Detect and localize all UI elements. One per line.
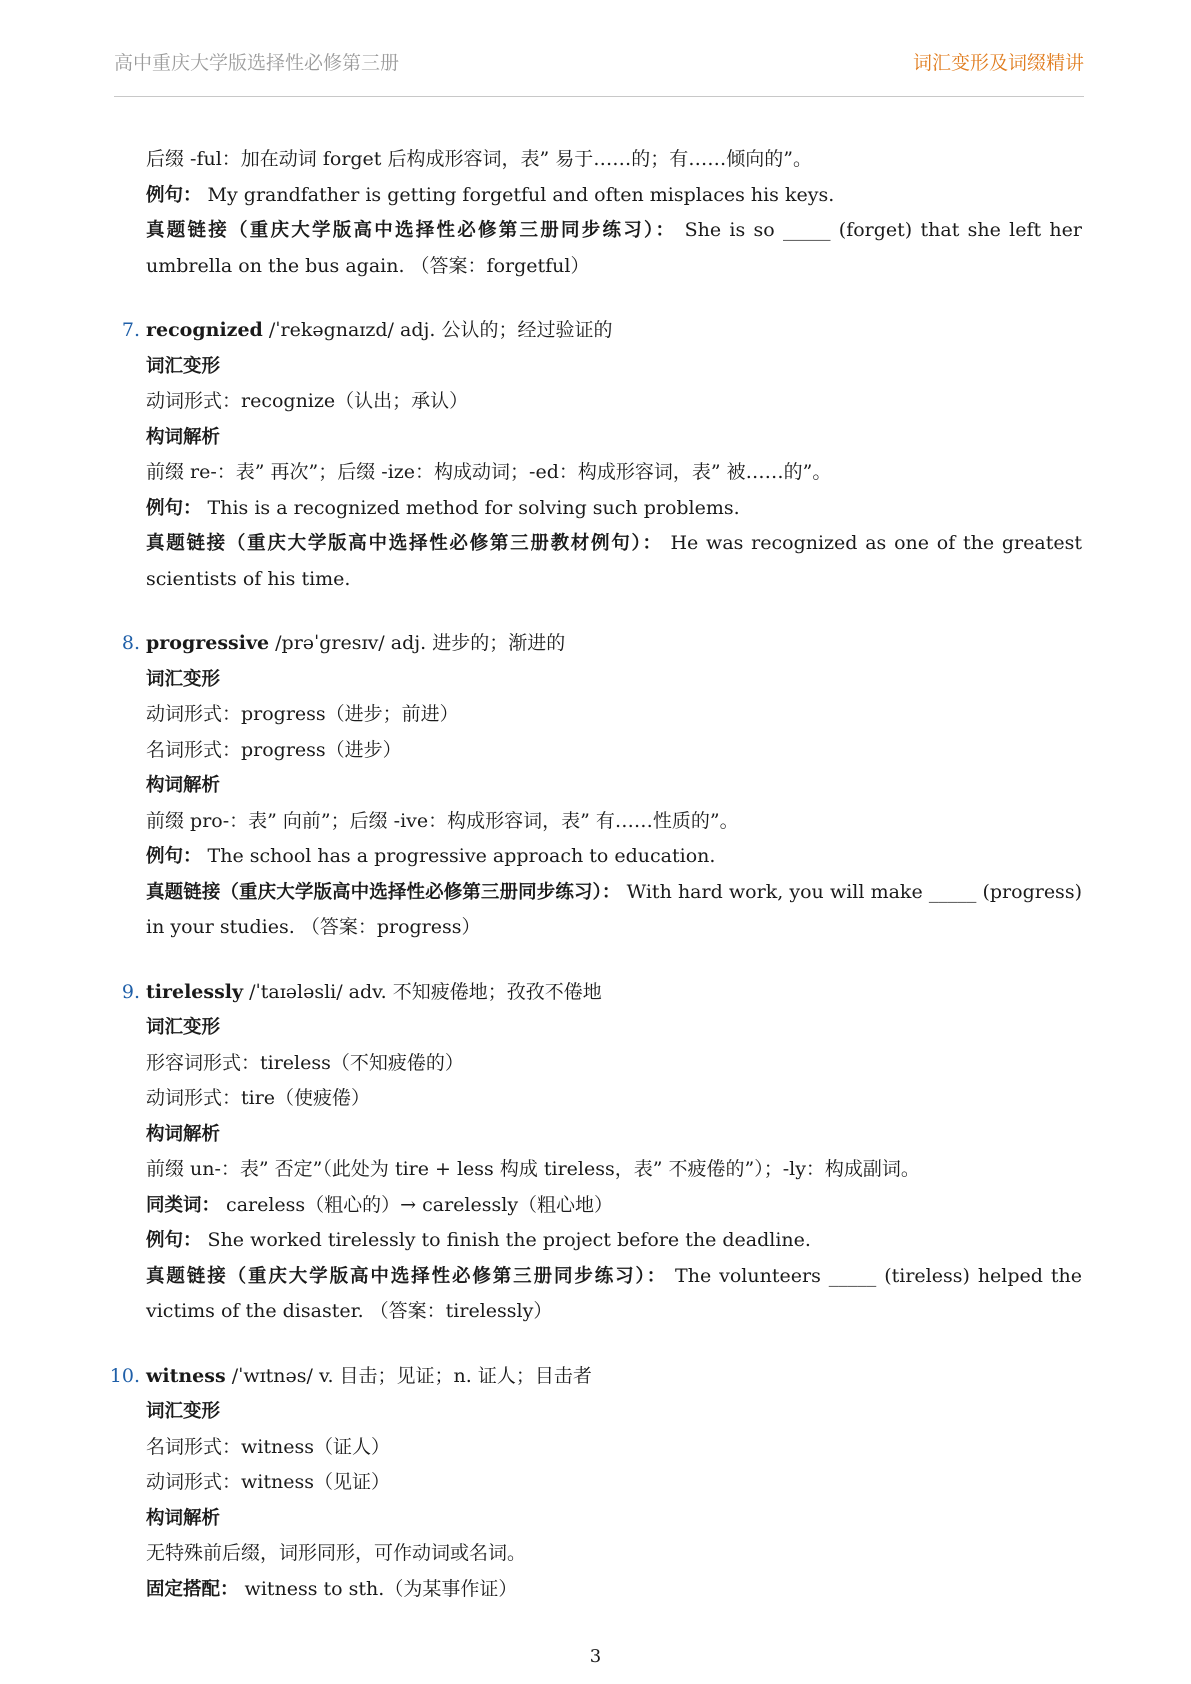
detail-text: 动词形式：tire（使疲倦） xyxy=(146,1087,371,1109)
entry-detail-line xyxy=(146,526,1082,597)
entry-detail-line xyxy=(146,1081,1082,1117)
entry-detail-line xyxy=(146,1046,1082,1082)
headword-definition: /ˈtaɪələsli/ adv. 不知疲倦地；孜孜不倦地 xyxy=(243,980,602,1003)
entry-detail-line xyxy=(146,1572,1082,1608)
entry-detail-line xyxy=(146,1430,1082,1466)
header-book-title: 高中重庆大学版选择性必修第三册 xyxy=(114,52,400,74)
entry-detail-line xyxy=(146,1394,1082,1430)
detail-text: 名词形式：witness（证人） xyxy=(146,1435,390,1458)
detail-label: 真题链接（重庆大学版高中选择性必修第三册同步练习）： xyxy=(146,1265,668,1287)
entry-detail-line xyxy=(146,491,1082,527)
vocabulary-entry xyxy=(121,313,1082,597)
detail-text: careless（粗心的）→ carelessly（粗心地） xyxy=(220,1193,614,1216)
detail-text: 动词形式：recognize（认出；承认） xyxy=(146,390,469,412)
entry-continuation xyxy=(146,142,1082,284)
entry-detail-line xyxy=(146,662,1082,698)
entry-detail-line xyxy=(146,1152,1082,1188)
detail-label: 例句： xyxy=(146,846,202,867)
detail-label: 同类词： xyxy=(146,1194,221,1216)
page-content xyxy=(109,142,1082,1607)
detail-label: 词汇变形 xyxy=(146,1017,221,1038)
entry-number: 10. xyxy=(109,1364,140,1387)
detail-text: She worked tirelessly to finish the project before the deadline. xyxy=(201,1229,811,1251)
entry-detail-line xyxy=(146,1117,1082,1153)
detail-label: 真题链接（重庆大学版高中选择性必修第三册同步练习）： xyxy=(146,881,621,903)
detail-label: 构词解析 xyxy=(146,775,221,796)
detail-text: 动词形式：progress（进步；前进） xyxy=(146,703,459,725)
entry-detail-line xyxy=(146,1465,1082,1501)
detail-label: 词汇变形 xyxy=(146,668,221,690)
entry-number: 9. xyxy=(121,980,140,1003)
detail-label: 构词解析 xyxy=(146,1507,221,1529)
detail-text: He was recognized as one of the greatest scientists of his time. xyxy=(146,532,1082,590)
example-text: My grandfather is getting forgetful and often misplaces his keys. xyxy=(201,183,835,206)
detail-text: This is a recognized method for solving such problems. xyxy=(201,496,740,519)
headword: progressive xyxy=(146,632,270,654)
entry-detail-line xyxy=(146,1010,1082,1046)
header-section-title: 词汇变形及词缀精讲 xyxy=(912,52,1084,74)
vocabulary-entries xyxy=(109,313,1082,1607)
page-header xyxy=(114,48,1084,97)
entry-detail-line xyxy=(146,697,1082,733)
headword-definition: /ˈrekəgnaɪzd/ adj. 公认的；经过验证的 xyxy=(262,319,613,341)
detail-text: The school has a progressive approach to education. xyxy=(201,845,716,867)
vocabulary-entry xyxy=(121,626,1082,946)
entry-detail-line xyxy=(146,733,1082,769)
vocabulary-entry xyxy=(121,975,1082,1330)
entry-headword-line xyxy=(109,1359,1082,1395)
example-label: 例句： xyxy=(146,184,202,206)
entry-detail-line xyxy=(146,875,1082,946)
exam-link-text: She is so _____ (forget) that she left her umbrella on the bus again. （答案：forgetful） xyxy=(146,219,1082,277)
detail-text: 前缀 re-：表” 再次”；后缀 -ize：构成动词；-ed：构成形容词，表” 被……的”。 xyxy=(146,461,832,483)
detail-label: 例句： xyxy=(146,497,202,519)
entry-detail-line xyxy=(146,384,1082,420)
page-number: 3 xyxy=(589,1646,602,1667)
entry-detail-line xyxy=(146,455,1082,491)
detail-label: 词汇变形 xyxy=(146,355,221,377)
vocabulary-entry xyxy=(109,1359,1082,1608)
analysis-line: 后缀 -ful：加在动词 forget 后构成形容词，表” 易于……的；有……倾向的”。 xyxy=(146,148,812,170)
entry-number: 7. xyxy=(121,319,140,341)
detail-label: 真题链接（重庆大学版高中选择性必修第三册教材例句）： xyxy=(146,533,663,554)
entry-detail-line xyxy=(146,420,1082,456)
headword: witness xyxy=(146,1364,226,1387)
entry-headword-line xyxy=(121,313,1082,349)
entry-detail-line xyxy=(146,1259,1082,1330)
exam-link-label: 真题链接（重庆大学版高中选择性必修第三册同步练习）： xyxy=(146,220,677,241)
detail-text: 形容词形式：tireless（不知疲倦的） xyxy=(146,1051,464,1074)
entry-detail-line xyxy=(146,1223,1082,1259)
entry-detail-line xyxy=(146,1188,1082,1224)
entry-detail-line xyxy=(146,349,1082,385)
detail-text: 动词形式：witness（见证） xyxy=(146,1471,390,1493)
entry-detail-line xyxy=(146,768,1082,804)
detail-text: 前缀 un-：表” 否定”（此处为 tire + less 构成 tireless，表” 不疲倦的”）；-ly：构成副词。 xyxy=(146,1158,920,1180)
detail-text: 名词形式：progress（进步） xyxy=(146,738,402,761)
headword-definition: /prəˈgresɪv/ adj. 进步的；渐进的 xyxy=(269,632,566,654)
entry-headword-line xyxy=(121,975,1082,1011)
example-line xyxy=(146,178,1082,214)
detail-label: 固定搭配： xyxy=(146,1578,239,1600)
detail-label: 词汇变形 xyxy=(146,1401,221,1422)
entry-headword-line xyxy=(121,626,1082,662)
detail-text: 无特殊前后缀，词形同形，可作动词或名词。 xyxy=(146,1542,527,1564)
detail-text: With hard work, you will make _____ (progress) in your studies. （答案：progress） xyxy=(146,880,1082,938)
detail-label: 构词解析 xyxy=(146,1123,221,1145)
detail-text: 前缀 pro-：表” 向前”；后缀 -ive：构成形容词，表” 有……性质的”。 xyxy=(146,809,739,832)
detail-text: The volunteers _____ (tireless) helped the victims of the disaster. （答案：tirelessly） xyxy=(146,1264,1082,1322)
exam-link-line xyxy=(146,213,1082,284)
entry-detail-line xyxy=(146,804,1082,840)
headword: tirelessly xyxy=(146,980,244,1003)
headword: recognized xyxy=(146,319,263,341)
entry-detail-line xyxy=(146,1501,1082,1537)
detail-label: 构词解析 xyxy=(146,426,221,448)
headword-definition: /ˈwɪtnəs/ v. 目击；见证；n. 证人；目击者 xyxy=(225,1364,592,1387)
entry-detail-line xyxy=(146,1536,1082,1572)
detail-text: witness to sth.（为某事作证） xyxy=(238,1577,518,1600)
detail-label: 例句： xyxy=(146,1230,202,1251)
entry-number: 8. xyxy=(121,632,140,654)
entry-detail-line xyxy=(146,839,1082,875)
